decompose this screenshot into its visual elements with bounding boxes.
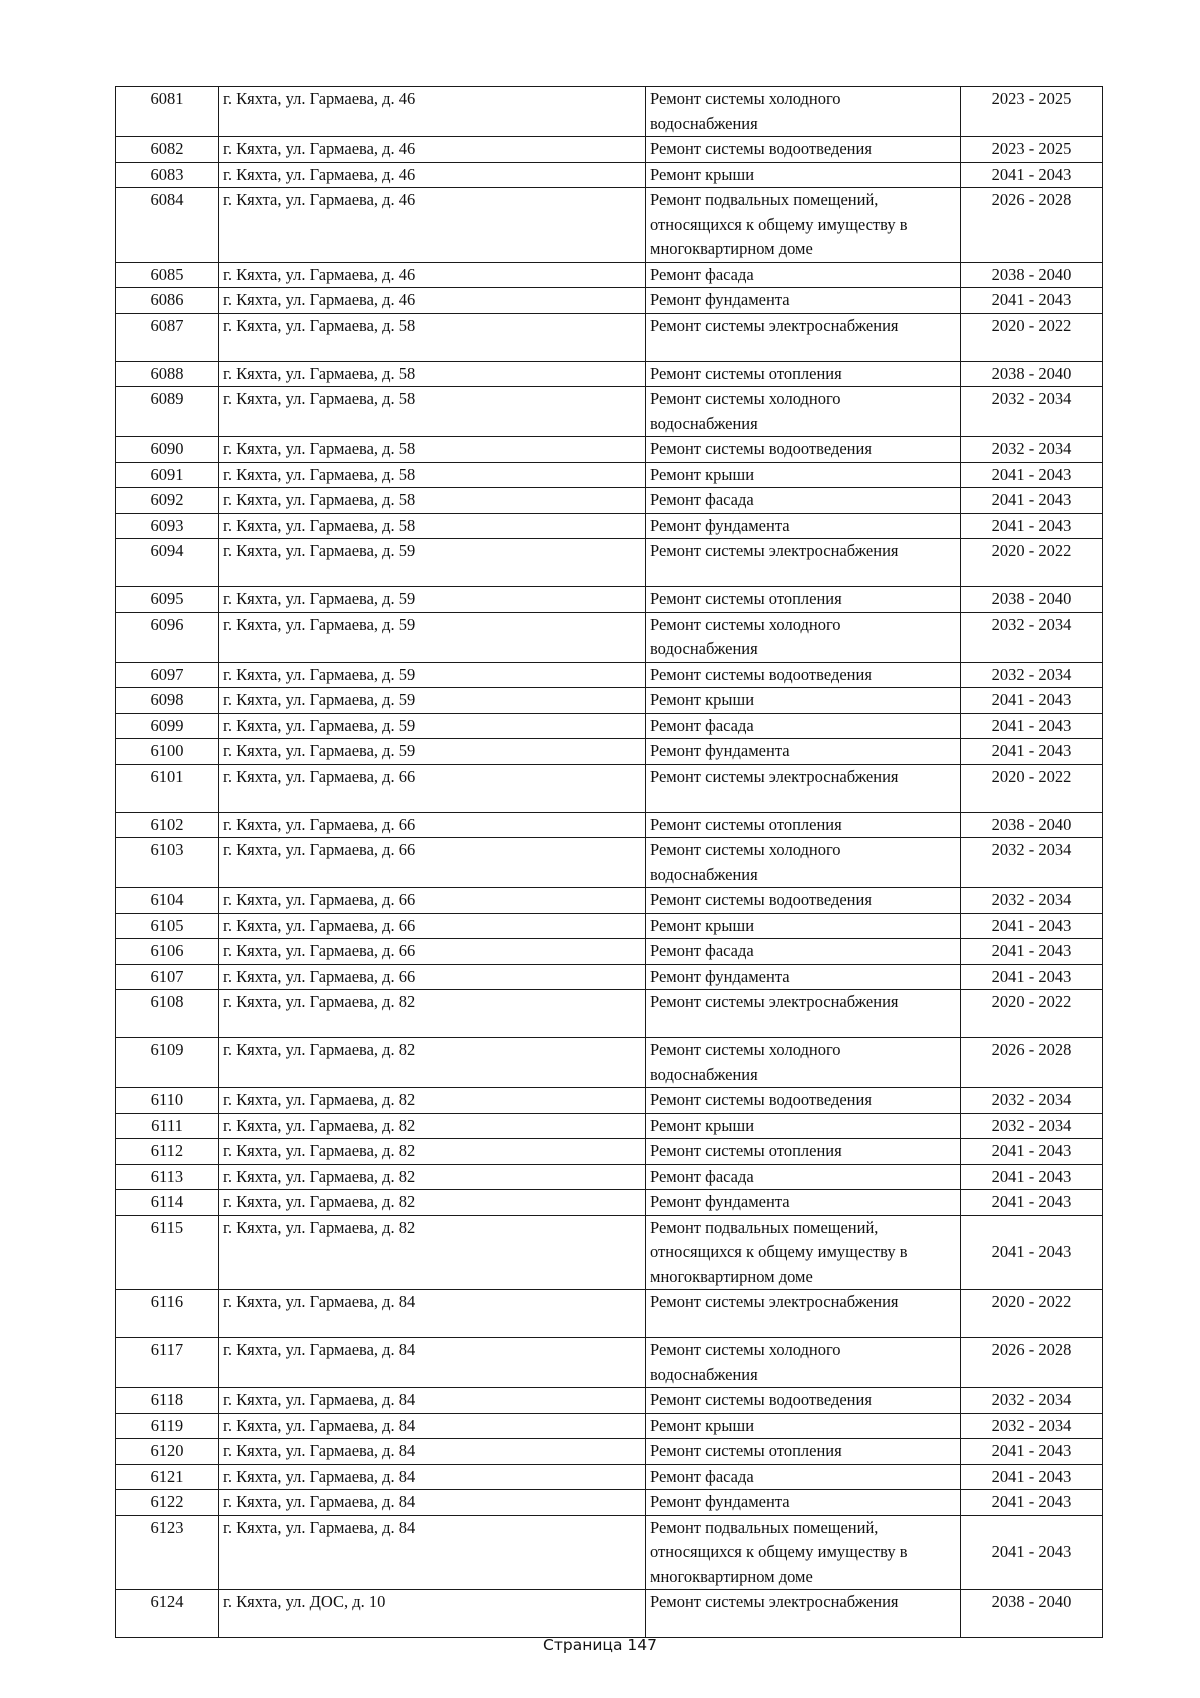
- row-work-type: [646, 1464, 961, 1490]
- row-period: 2041 - 2043: [961, 739, 1103, 765]
- row-number: 6098: [116, 688, 219, 714]
- work-line: Ремонт подвальных помещений,: [650, 190, 879, 209]
- work-line: Ремонт системы холодного: [650, 89, 841, 108]
- row-address: г. Кяхта, ул. Гармаева, д. 46: [219, 87, 646, 137]
- work-line: Ремонт фундамента: [650, 290, 790, 309]
- table-row: [116, 713, 1103, 739]
- table-row: [116, 1388, 1103, 1414]
- row-work-type: [646, 739, 961, 765]
- work-line: относящихся к общему имуществу в: [650, 1242, 908, 1261]
- row-address: г. Кяхта, ул. Гармаева, д. 58: [219, 488, 646, 514]
- row-period: 2023 - 2025: [961, 87, 1103, 137]
- row-period: 2023 - 2025: [961, 137, 1103, 163]
- work-line: Ремонт системы отопления: [650, 363, 842, 383]
- table-row: [116, 162, 1103, 188]
- table-row: [116, 387, 1103, 437]
- table-row: [116, 1290, 1103, 1338]
- row-address: г. Кяхта, ул. Гармаева, д. 84: [219, 1490, 646, 1516]
- row-address: г. Кяхта, ул. Гармаева, д. 82: [219, 1139, 646, 1165]
- row-work-type: [646, 1190, 961, 1216]
- row-number: 6090: [116, 437, 219, 463]
- row-number: 6113: [116, 1164, 219, 1190]
- row-address: г. Кяхта, ул. Гармаева, д. 46: [219, 162, 646, 188]
- row-work-type: [646, 262, 961, 288]
- page-footer: [0, 1636, 1200, 1654]
- row-period: 2032 - 2034: [961, 1113, 1103, 1139]
- row-period: 2032 - 2034: [961, 437, 1103, 463]
- row-work-type: [646, 162, 961, 188]
- row-period: 2041 - 2043: [961, 939, 1103, 965]
- row-number: 6107: [116, 964, 219, 990]
- row-number: 6101: [116, 764, 219, 812]
- row-work-type: [646, 1338, 961, 1388]
- work-line: Ремонт системы электроснабжения: [650, 992, 899, 1011]
- row-address: г. Кяхта, ул. ДОС, д. 10: [219, 1590, 646, 1638]
- work-line: Ремонт системы водоотведения: [650, 139, 872, 158]
- row-address: г. Кяхта, ул. Гармаева, д. 59: [219, 612, 646, 662]
- row-address: г. Кяхта, ул. Гармаева, д. 66: [219, 888, 646, 914]
- table-row: [116, 288, 1103, 314]
- table-row: [116, 587, 1103, 613]
- work-line: Ремонт системы водоотведения: [650, 890, 872, 909]
- work-line: Ремонт системы отопления: [650, 589, 842, 608]
- row-address: г. Кяхта, ул. Гармаева, д. 66: [219, 939, 646, 965]
- row-address: г. Кяхта, ул. Гармаева, д. 46: [219, 188, 646, 263]
- row-work-type: [646, 1290, 961, 1338]
- row-work-type: [646, 1038, 961, 1088]
- table-row: [116, 1164, 1103, 1190]
- row-number: 6094: [116, 539, 219, 587]
- row-work-type: [646, 812, 961, 838]
- row-number: 6114: [116, 1190, 219, 1216]
- row-address: г. Кяхта, ул. Гармаева, д. 66: [219, 838, 646, 888]
- row-address: г. Кяхта, ул. Гармаева, д. 59: [219, 688, 646, 714]
- row-work-type: [646, 662, 961, 688]
- work-line: Ремонт системы водоотведения: [650, 1390, 872, 1409]
- row-period: 2032 - 2034: [961, 387, 1103, 437]
- table-row: [116, 462, 1103, 488]
- table-row: [116, 1038, 1103, 1088]
- row-address: г. Кяхта, ул. Гармаева, д. 59: [219, 713, 646, 739]
- table-row: [116, 1088, 1103, 1114]
- work-line: Ремонт крыши: [650, 915, 755, 935]
- row-period: 2038 - 2040: [961, 587, 1103, 613]
- work-line: многоквартирном доме: [650, 1566, 813, 1586]
- table-row: [116, 1215, 1103, 1290]
- row-work-type: [646, 539, 961, 587]
- table-row: [116, 688, 1103, 714]
- work-line: водоснабжения: [650, 413, 758, 433]
- work-line: Ремонт системы водоотведения: [650, 1090, 872, 1109]
- work-line: Ремонт фасада: [650, 715, 754, 735]
- row-period: 2041 - 2043: [961, 288, 1103, 314]
- row-work-type: [646, 688, 961, 714]
- row-period: 2032 - 2034: [961, 1088, 1103, 1114]
- row-period: 2020 - 2022: [961, 990, 1103, 1038]
- work-line: Ремонт системы электроснабжения: [650, 1292, 899, 1311]
- row-work-type: [646, 1164, 961, 1190]
- page-number: Страница 147: [543, 1636, 657, 1654]
- row-address: г. Кяхта, ул. Гармаева, д. 82: [219, 1190, 646, 1216]
- table-row: [116, 764, 1103, 812]
- work-line: многоквартирном доме: [650, 239, 813, 258]
- table-row: [116, 188, 1103, 263]
- row-address: г. Кяхта, ул. Гармаева, д. 66: [219, 964, 646, 990]
- row-number: 6091: [116, 462, 219, 488]
- row-period: 2038 - 2040: [961, 262, 1103, 288]
- row-address: г. Кяхта, ул. Гармаева, д. 58: [219, 513, 646, 539]
- row-work-type: [646, 462, 961, 488]
- row-number: 6092: [116, 488, 219, 514]
- row-number: 6112: [116, 1139, 219, 1165]
- work-line: Ремонт крыши: [650, 164, 755, 184]
- row-period: 2041 - 2043: [961, 688, 1103, 714]
- row-period: 2041 - 2043: [961, 1164, 1103, 1190]
- row-number: 6121: [116, 1464, 219, 1490]
- row-period: 2041 - 2043: [961, 964, 1103, 990]
- row-work-type: [646, 1413, 961, 1439]
- work-line: Ремонт системы отопления: [650, 1441, 842, 1460]
- work-line: Ремонт системы водоотведения: [650, 439, 872, 458]
- row-work-type: [646, 888, 961, 914]
- row-work-type: [646, 990, 961, 1038]
- row-work-type: [646, 387, 961, 437]
- row-period: 2041 - 2043: [961, 1515, 1103, 1590]
- row-period: 2020 - 2022: [961, 313, 1103, 361]
- row-address: г. Кяхта, ул. Гармаева, д. 82: [219, 1038, 646, 1088]
- work-line: Ремонт крыши: [650, 1415, 755, 1435]
- row-period: 2032 - 2034: [961, 1413, 1103, 1439]
- work-line: Ремонт подвальных помещений,: [650, 1217, 879, 1237]
- row-number: 6106: [116, 939, 219, 965]
- table-row: [116, 888, 1103, 914]
- work-line: Ремонт системы электроснабжения: [650, 1592, 899, 1611]
- row-number: 6088: [116, 361, 219, 387]
- row-address: г. Кяхта, ул. Гармаева, д. 84: [219, 1338, 646, 1388]
- work-line: Ремонт системы отопления: [650, 1141, 842, 1160]
- row-work-type: [646, 288, 961, 314]
- row-work-type: [646, 361, 961, 387]
- row-number: 6103: [116, 838, 219, 888]
- table-row: [116, 1439, 1103, 1465]
- work-line: Ремонт системы электроснабжения: [650, 541, 899, 560]
- row-address: г. Кяхта, ул. Гармаева, д. 84: [219, 1413, 646, 1439]
- row-work-type: [646, 1490, 961, 1516]
- row-period: 2041 - 2043: [961, 488, 1103, 514]
- row-number: 6117: [116, 1338, 219, 1388]
- row-work-type: [646, 964, 961, 990]
- work-line: относящихся к общему имуществу в: [650, 214, 908, 234]
- row-number: 6087: [116, 313, 219, 361]
- row-work-type: [646, 838, 961, 888]
- work-line: Ремонт фундамента: [650, 966, 790, 986]
- row-period: 2041 - 2043: [961, 913, 1103, 939]
- row-number: 6123: [116, 1515, 219, 1590]
- table-row: [116, 1490, 1103, 1516]
- row-period: 2041 - 2043: [961, 1215, 1103, 1290]
- row-period: 2038 - 2040: [961, 1590, 1103, 1638]
- work-line: Ремонт системы холодного: [650, 614, 841, 634]
- row-number: 6099: [116, 713, 219, 739]
- row-work-type: [646, 488, 961, 514]
- row-work-type: [646, 939, 961, 965]
- table-row: [116, 539, 1103, 587]
- row-period: 2026 - 2028: [961, 1338, 1103, 1388]
- row-work-type: [646, 713, 961, 739]
- row-period: 2032 - 2034: [961, 1388, 1103, 1414]
- row-work-type: [646, 1439, 961, 1465]
- work-line: Ремонт системы электроснабжения: [650, 315, 899, 335]
- row-address: г. Кяхта, ул. Гармаева, д. 66: [219, 812, 646, 838]
- table-row: [116, 1139, 1103, 1165]
- row-work-type: [646, 188, 961, 263]
- work-line: Ремонт системы электроснабжения: [650, 766, 899, 786]
- row-address: г. Кяхта, ул. Гармаева, д. 66: [219, 913, 646, 939]
- table-row: [116, 513, 1103, 539]
- row-work-type: [646, 1113, 961, 1139]
- row-work-type: [646, 437, 961, 463]
- row-number: 6100: [116, 739, 219, 765]
- row-address: г. Кяхта, ул. Гармаева, д. 59: [219, 587, 646, 613]
- work-line: Ремонт крыши: [650, 690, 755, 709]
- row-work-type: [646, 1515, 961, 1590]
- row-number: 6085: [116, 262, 219, 288]
- work-line: Ремонт системы холодного: [650, 1340, 841, 1359]
- row-number: 6093: [116, 513, 219, 539]
- row-address: г. Кяхта, ул. Гармаева, д. 82: [219, 1088, 646, 1114]
- row-number: 6083: [116, 162, 219, 188]
- row-address: г. Кяхта, ул. Гармаева, д. 82: [219, 1215, 646, 1290]
- table-row: [116, 913, 1103, 939]
- row-number: 6089: [116, 387, 219, 437]
- row-number: 6111: [116, 1113, 219, 1139]
- row-address: г. Кяхта, ул. Гармаева, д. 59: [219, 662, 646, 688]
- table-body: [116, 87, 1103, 1638]
- row-number: 6086: [116, 288, 219, 314]
- work-line: Ремонт фундамента: [650, 741, 790, 760]
- work-line: Ремонт системы холодного: [650, 1040, 841, 1059]
- work-line: Ремонт системы холодного: [650, 840, 841, 859]
- row-number: 6108: [116, 990, 219, 1038]
- row-number: 6116: [116, 1290, 219, 1338]
- work-line: водоснабжения: [650, 864, 758, 884]
- row-work-type: [646, 587, 961, 613]
- row-period: 2041 - 2043: [961, 1490, 1103, 1516]
- row-work-type: [646, 1139, 961, 1165]
- work-line: Ремонт фундамента: [650, 1192, 790, 1211]
- row-address: г. Кяхта, ул. Гармаева, д. 82: [219, 1113, 646, 1139]
- table-row: [116, 262, 1103, 288]
- table-row: [116, 939, 1103, 965]
- row-address: г. Кяхта, ул. Гармаева, д. 84: [219, 1439, 646, 1465]
- table-row: [116, 1113, 1103, 1139]
- work-line: водоснабжения: [650, 1064, 758, 1084]
- table-row: [116, 739, 1103, 765]
- row-period: 2041 - 2043: [961, 162, 1103, 188]
- capital-repair-table: [115, 86, 1103, 1638]
- row-address: г. Кяхта, ул. Гармаева, д. 84: [219, 1515, 646, 1590]
- row-number: 6105: [116, 913, 219, 939]
- row-period: 2026 - 2028: [961, 1038, 1103, 1088]
- row-period: 2020 - 2022: [961, 539, 1103, 587]
- row-number: 6124: [116, 1590, 219, 1638]
- table-row: [116, 488, 1103, 514]
- table-row: [116, 437, 1103, 463]
- table-row: [116, 137, 1103, 163]
- row-period: 2026 - 2028: [961, 188, 1103, 263]
- work-line: многоквартирном доме: [650, 1266, 813, 1286]
- work-line: Ремонт фасада: [650, 1466, 754, 1486]
- row-period: 2020 - 2022: [961, 764, 1103, 812]
- work-line: Ремонт крыши: [650, 1115, 755, 1135]
- row-number: 6097: [116, 662, 219, 688]
- work-line: Ремонт системы водоотведения: [650, 664, 872, 684]
- row-period: 2032 - 2034: [961, 612, 1103, 662]
- row-address: г. Кяхта, ул. Гармаева, д. 58: [219, 361, 646, 387]
- row-address: г. Кяхта, ул. Гармаева, д. 46: [219, 288, 646, 314]
- table-row: [116, 313, 1103, 361]
- table-row: [116, 1190, 1103, 1216]
- row-work-type: [646, 1590, 961, 1638]
- table-row: [116, 1590, 1103, 1638]
- table-row: [116, 1338, 1103, 1388]
- table-row: [116, 812, 1103, 838]
- table-row: [116, 990, 1103, 1038]
- row-period: 2041 - 2043: [961, 1464, 1103, 1490]
- work-line: Ремонт системы отопления: [650, 814, 842, 834]
- row-number: 6110: [116, 1088, 219, 1114]
- table-row: [116, 964, 1103, 990]
- work-line: Ремонт подвальных помещений,: [650, 1517, 879, 1537]
- work-line: Ремонт фасада: [650, 264, 754, 284]
- row-number: 6102: [116, 812, 219, 838]
- work-line: Ремонт системы холодного: [650, 389, 841, 408]
- row-number: 6115: [116, 1215, 219, 1290]
- work-line: Ремонт фасада: [650, 1166, 754, 1186]
- work-line: водоснабжения: [650, 113, 758, 133]
- row-number: 6084: [116, 188, 219, 263]
- row-period: 2041 - 2043: [961, 713, 1103, 739]
- row-number: 6120: [116, 1439, 219, 1465]
- row-period: 2020 - 2022: [961, 1290, 1103, 1338]
- row-address: г. Кяхта, ул. Гармаева, д. 46: [219, 137, 646, 163]
- row-number: 6109: [116, 1038, 219, 1088]
- row-address: г. Кяхта, ул. Гармаева, д. 58: [219, 387, 646, 437]
- row-number: 6096: [116, 612, 219, 662]
- work-line: Ремонт фасада: [650, 490, 754, 509]
- row-work-type: [646, 313, 961, 361]
- row-work-type: [646, 764, 961, 812]
- table-row: [116, 1413, 1103, 1439]
- work-line: водоснабжения: [650, 1364, 758, 1384]
- table-row: [116, 838, 1103, 888]
- row-work-type: [646, 1215, 961, 1290]
- row-number: 6118: [116, 1388, 219, 1414]
- row-address: г. Кяхта, ул. Гармаева, д. 46: [219, 262, 646, 288]
- row-period: 2038 - 2040: [961, 812, 1103, 838]
- row-address: г. Кяхта, ул. Гармаева, д. 84: [219, 1290, 646, 1338]
- row-address: г. Кяхта, ул. Гармаева, д. 82: [219, 1164, 646, 1190]
- row-period: 2032 - 2034: [961, 838, 1103, 888]
- work-line: Ремонт крыши: [650, 464, 755, 484]
- row-address: г. Кяхта, ул. Гармаева, д. 58: [219, 437, 646, 463]
- row-period: 2041 - 2043: [961, 1190, 1103, 1216]
- table-row: [116, 612, 1103, 662]
- table-row: [116, 662, 1103, 688]
- row-period: 2038 - 2040: [961, 361, 1103, 387]
- work-line: Ремонт фундамента: [650, 1492, 790, 1511]
- row-period: 2041 - 2043: [961, 462, 1103, 488]
- work-line: Ремонт фундамента: [650, 515, 790, 535]
- row-address: г. Кяхта, ул. Гармаева, д. 82: [219, 990, 646, 1038]
- row-number: 6119: [116, 1413, 219, 1439]
- row-number: 6082: [116, 137, 219, 163]
- row-work-type: [646, 612, 961, 662]
- row-work-type: [646, 513, 961, 539]
- table-row: [116, 1515, 1103, 1590]
- row-work-type: [646, 1088, 961, 1114]
- row-work-type: [646, 1388, 961, 1414]
- row-number: 6122: [116, 1490, 219, 1516]
- row-period: 2041 - 2043: [961, 1139, 1103, 1165]
- table-row: [116, 1464, 1103, 1490]
- row-work-type: [646, 87, 961, 137]
- row-period: 2032 - 2034: [961, 888, 1103, 914]
- table-row: [116, 361, 1103, 387]
- table-row: [116, 87, 1103, 137]
- row-address: г. Кяхта, ул. Гармаева, д. 58: [219, 462, 646, 488]
- row-number: 6104: [116, 888, 219, 914]
- row-address: г. Кяхта, ул. Гармаева, д. 58: [219, 313, 646, 361]
- work-line: водоснабжения: [650, 639, 758, 658]
- row-number: 6095: [116, 587, 219, 613]
- row-period: 2032 - 2034: [961, 662, 1103, 688]
- row-work-type: [646, 913, 961, 939]
- row-work-type: [646, 137, 961, 163]
- row-address: г. Кяхта, ул. Гармаева, д. 84: [219, 1464, 646, 1490]
- row-period: 2041 - 2043: [961, 513, 1103, 539]
- row-address: г. Кяхта, ул. Гармаева, д. 59: [219, 539, 646, 587]
- row-period: 2041 - 2043: [961, 1439, 1103, 1465]
- work-line: Ремонт фасада: [650, 941, 754, 960]
- row-address: г. Кяхта, ул. Гармаева, д. 66: [219, 764, 646, 812]
- row-address: г. Кяхта, ул. Гармаева, д. 59: [219, 739, 646, 765]
- row-address: г. Кяхта, ул. Гармаева, д. 84: [219, 1388, 646, 1414]
- row-number: 6081: [116, 87, 219, 137]
- work-line: относящихся к общему имуществу в: [650, 1542, 908, 1561]
